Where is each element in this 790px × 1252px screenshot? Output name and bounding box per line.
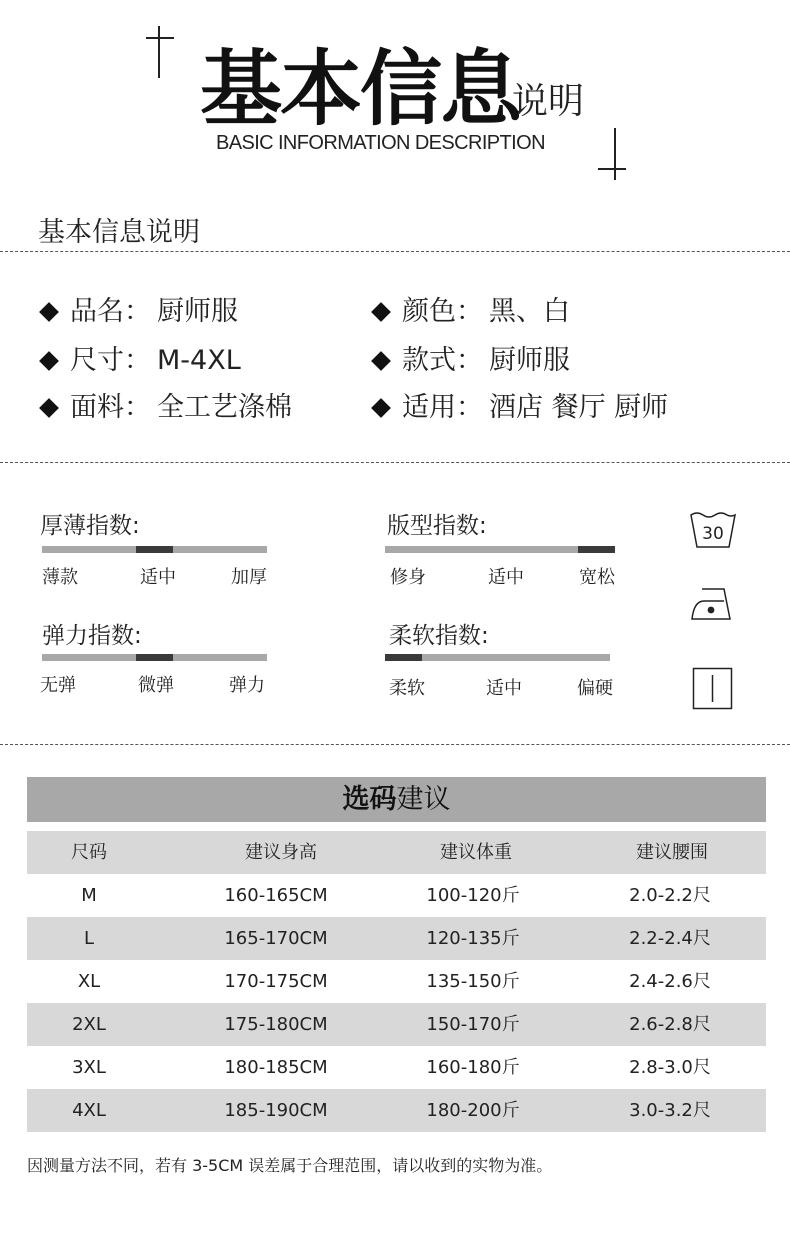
waist-cell: 2.0-2.2尺	[629, 885, 711, 906]
height-cell: 175-180CM	[224, 1014, 328, 1035]
thickness-label-min: 薄款	[42, 567, 78, 588]
divider	[0, 251, 790, 252]
weight-cell: 180-200斤	[426, 1100, 520, 1121]
fit-label-max: 宽松	[579, 567, 615, 588]
divider	[0, 744, 790, 745]
wash-temp-label: 30	[702, 524, 724, 544]
info-product-name	[38, 294, 238, 330]
height-cell: 180-185CM	[224, 1057, 328, 1078]
table-row	[27, 917, 766, 960]
info-usage	[370, 390, 668, 426]
info-value: 酒店 餐厅 厨师	[489, 392, 669, 423]
fit-index-title: 版型指数:	[387, 513, 487, 539]
footnote: 因测量方法不同，若有 3-5CM 误差属于合理范围，请以收到的实物为准。	[27, 1156, 553, 1175]
info-label: 款式：	[402, 345, 483, 376]
softness-index-bar	[385, 654, 610, 661]
softness-index-title: 柔软指数:	[389, 623, 489, 649]
info-label: 面料：	[70, 392, 151, 423]
iron-low-icon	[690, 585, 736, 623]
waist-cell: 2.6-2.8尺	[629, 1014, 711, 1035]
page-title-suffix: 说明	[512, 81, 585, 122]
info-color	[370, 294, 570, 330]
column-header: 尺码	[71, 842, 107, 863]
info-size	[38, 343, 241, 379]
column-header: 建议腰围	[636, 842, 708, 863]
softness-label-min: 柔软	[389, 678, 425, 699]
fit-label-mid: 适中	[488, 567, 524, 588]
info-value: 黑、白	[489, 296, 570, 327]
crosshair-top-left-horizontal	[146, 37, 174, 39]
softness-index-marker	[385, 654, 422, 661]
diamond-bullet-icon	[371, 302, 391, 322]
waist-cell: 3.0-3.2尺	[629, 1100, 711, 1121]
elasticity-index-marker	[136, 654, 173, 661]
elasticity-label-min: 无弹	[40, 675, 76, 696]
table-row	[27, 874, 766, 917]
thickness-label-max: 加厚	[231, 567, 267, 588]
size-cell: 4XL	[72, 1100, 106, 1121]
page-subtitle: BASIC INFORMATION DESCRIPTION	[216, 132, 545, 154]
fit-index-bar	[385, 546, 615, 553]
diamond-bullet-icon	[39, 398, 59, 418]
weight-cell: 160-180斤	[426, 1057, 520, 1078]
thickness-index-bar	[42, 546, 267, 553]
table-row	[27, 1089, 766, 1132]
divider	[0, 462, 790, 463]
size-table-title-bold: 选码	[342, 784, 397, 815]
column-header: 建议身高	[245, 842, 317, 863]
size-cell: M	[81, 885, 97, 906]
info-value: 全工艺涤棉	[157, 392, 292, 423]
waist-cell: 2.4-2.6尺	[629, 971, 711, 992]
weight-cell: 150-170斤	[426, 1014, 520, 1035]
size-table-title-rest: 建议	[396, 784, 451, 815]
elasticity-label-max: 弹力	[229, 675, 265, 696]
info-style	[370, 343, 570, 379]
diamond-bullet-icon	[39, 302, 59, 322]
fit-label-min: 修身	[390, 567, 426, 588]
info-value: 厨师服	[157, 296, 238, 327]
diamond-bullet-icon	[371, 398, 391, 418]
column-header: 建议体重	[440, 842, 512, 863]
info-value: M-4XL	[157, 345, 241, 376]
crosshair-right-vertical	[614, 128, 616, 180]
size-cell: XL	[77, 971, 101, 992]
diamond-bullet-icon	[371, 351, 391, 371]
softness-label-mid: 适中	[486, 678, 522, 699]
crosshair-top-left-vertical	[158, 26, 160, 78]
info-label: 品名：	[70, 296, 151, 327]
elasticity-label-mid: 微弹	[138, 675, 174, 696]
table-row	[27, 1003, 766, 1046]
diamond-bullet-icon	[39, 351, 59, 371]
size-table-title	[27, 777, 766, 822]
wash-30-icon	[689, 511, 737, 551]
size-table-header-row	[27, 831, 766, 874]
weight-cell: 100-120斤	[426, 885, 520, 906]
elasticity-index-title: 弹力指数:	[42, 623, 142, 649]
thickness-label-mid: 适中	[140, 567, 176, 588]
crosshair-right-horizontal	[598, 168, 626, 170]
height-cell: 165-170CM	[224, 928, 328, 949]
waist-cell: 2.8-3.0尺	[629, 1057, 711, 1078]
height-cell: 185-190CM	[224, 1100, 328, 1121]
fit-index-marker	[578, 546, 615, 553]
thickness-index-title: 厚薄指数:	[40, 513, 140, 539]
table-row	[27, 1046, 766, 1089]
softness-label-max: 偏硬	[577, 678, 613, 699]
height-cell: 170-175CM	[224, 971, 328, 992]
info-label: 尺寸：	[70, 345, 151, 376]
size-cell: 3XL	[72, 1057, 106, 1078]
weight-cell: 120-135斤	[426, 928, 520, 949]
section-heading: 基本信息说明	[38, 217, 200, 248]
table-row	[27, 960, 766, 1003]
thickness-index-marker	[136, 546, 173, 553]
info-label: 颜色：	[402, 296, 483, 327]
weight-cell: 135-150斤	[426, 971, 520, 992]
info-label: 适用：	[402, 392, 483, 423]
size-cell: 2XL	[72, 1014, 106, 1035]
line-dry-icon	[692, 667, 734, 711]
page-title: 基本信息	[200, 42, 521, 137]
height-cell: 160-165CM	[224, 885, 328, 906]
size-cell: L	[83, 928, 95, 949]
info-value: 厨师服	[489, 345, 570, 376]
waist-cell: 2.2-2.4尺	[629, 928, 711, 949]
elasticity-index-bar	[42, 654, 267, 661]
info-fabric	[38, 390, 292, 426]
